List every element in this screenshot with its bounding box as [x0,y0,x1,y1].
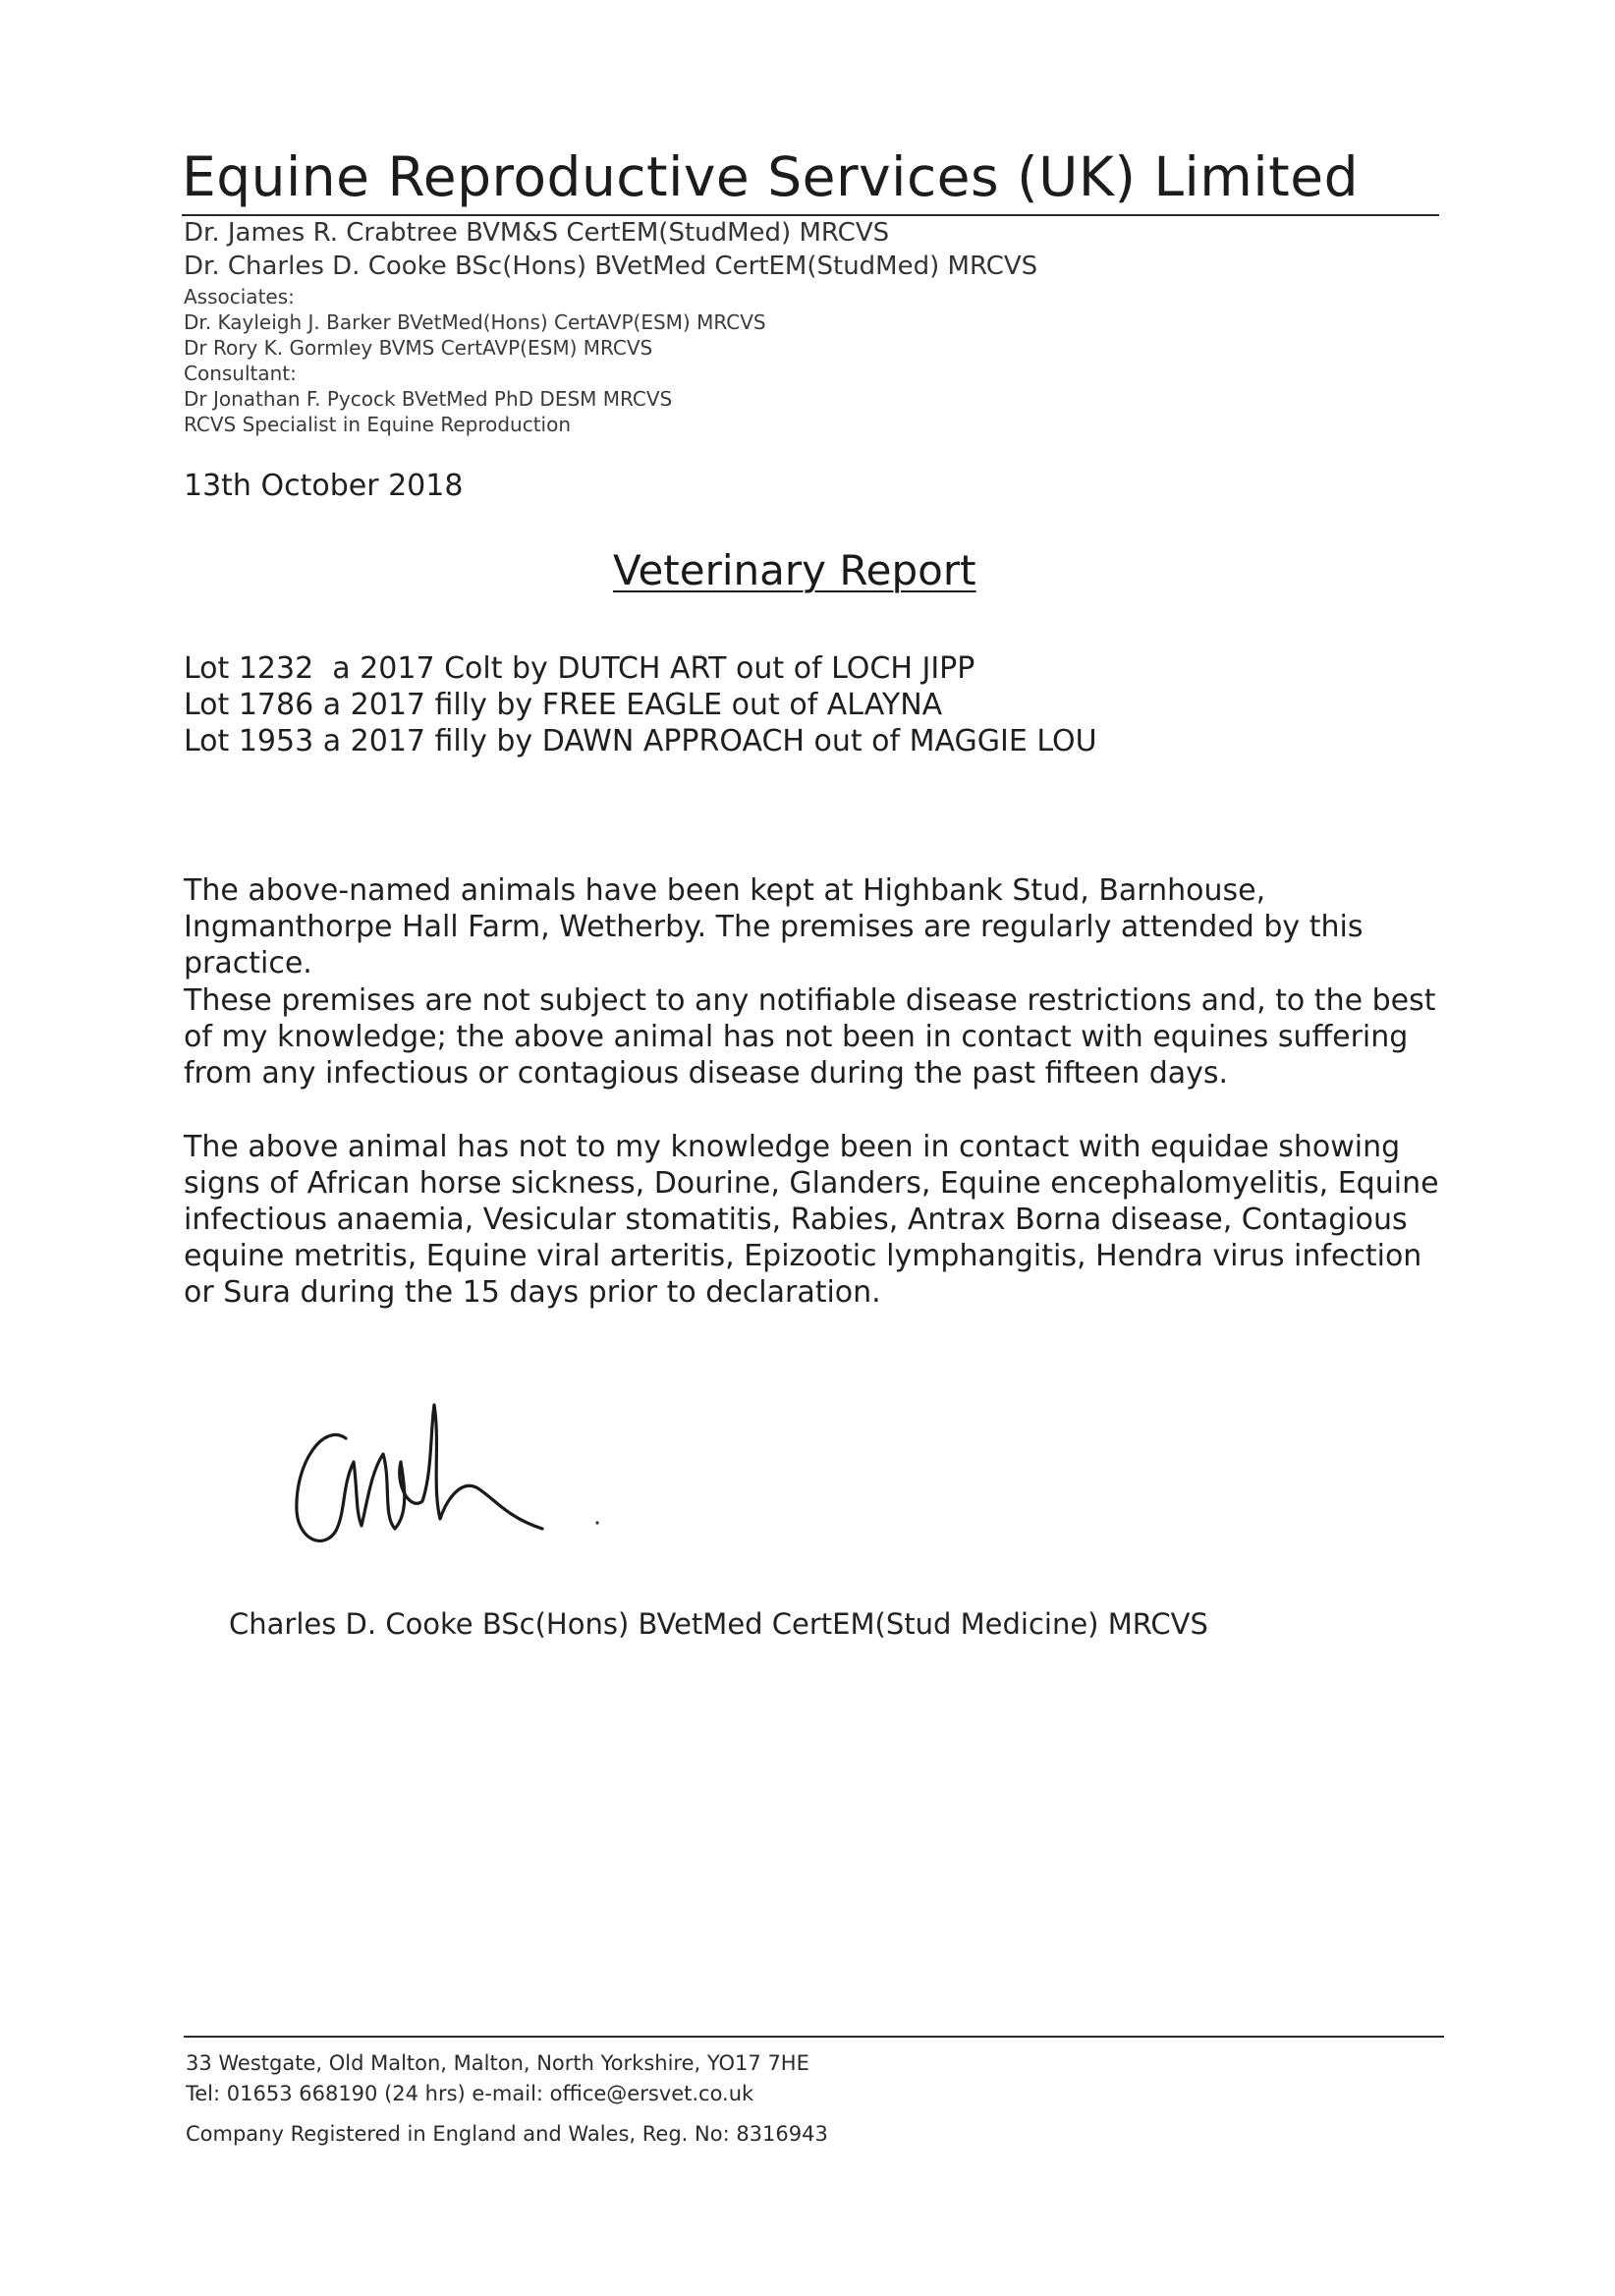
lot-item: Lot 1953 a 2017 filly by DAWN APPROACH out of MAGGIE LOU [184,724,1097,758]
report-title: Veterinary Report [613,546,976,594]
letter-date: 13th October 2018 [184,469,464,503]
signatory-name: Charles D. Cooke BSc(Hons) BVetMed CertEM(Stud Medicine) MRCVS [229,1607,1208,1641]
associates-label: Associates: [184,285,295,308]
consultant-title: RCVS Specialist in Equine Reproduction [184,413,572,436]
associate-name: Dr. Kayleigh J. Barker BVetMed(Hons) CertAVP(ESM) MRCVS [184,310,766,334]
vet-name: Dr. Charles D. Cooke BSc(Hons) BVetMed CertEM(StudMed) MRCVS [184,252,1038,281]
lot-item: Lot 1232 a 2017 Colt by DUTCH ART out of LOCH JIPP [184,651,975,686]
associate-name: Dr Rory K. Gormley BVMS CertAVP(ESM) MRCVS [184,336,653,360]
diseases-paragraph: The above animal has not to my knowledge been in contact with equidae showing signs of African horse sickness, Dourine, Glanders, Equine encephalomyelitis, Equine infectious anaemia, Vesicular stomatitis, Rabies, Antrax Borna disease, Contagious equine metritis, Equine viral arteritis, Epizootic lymphangitis, Hendra virus infection or Sura during the 15 days prior to declaration. [184,1130,1439,1310]
lot-item: Lot 1786 a 2017 filly by FREE EAGLE out of ALAYNA [184,688,943,722]
footer-registration: Company Registered in England and Wales, Reg. No: 8316943 [186,2122,828,2146]
staff-list [184,220,1037,440]
consultant-label: Consultant: [184,362,297,385]
header-divider [182,214,1439,216]
signature [285,1393,619,1560]
consultant-name: Dr Jonathan F. Pycock BVetMed PhD DESM MRCVS [184,387,673,411]
restrictions-paragraph: These premises are not subject to any notifiable disease restrictions and, to the best of my knowledge; the above animal has not been in contact with equines suffering from any infectious or contagious disease during the past fifteen days. [184,983,1436,1091]
vet-name: Dr. James R. Crabtree BVM&S CertEM(StudMed) MRCVS [184,218,890,248]
lot-list [184,650,1097,759]
company-name: Equine Reproductive Services (UK) Limited [182,145,1359,208]
footer-divider [184,2036,1444,2038]
premises-paragraph: The above-named animals have been kept at Highbank Stud, Barnhouse, Ingmanthorpe Hall Farm, Wetherby. The premises are regularly attended by this practice. [184,873,1364,980]
footer-address: 33 Westgate, Old Malton, Malton, North Yorkshire, YO17 7HE [186,2051,809,2075]
footer-contact: Tel: 01653 668190 (24 hrs) e-mail: office@ersvet.co.uk [186,2082,754,2105]
footer [186,2048,828,2150]
